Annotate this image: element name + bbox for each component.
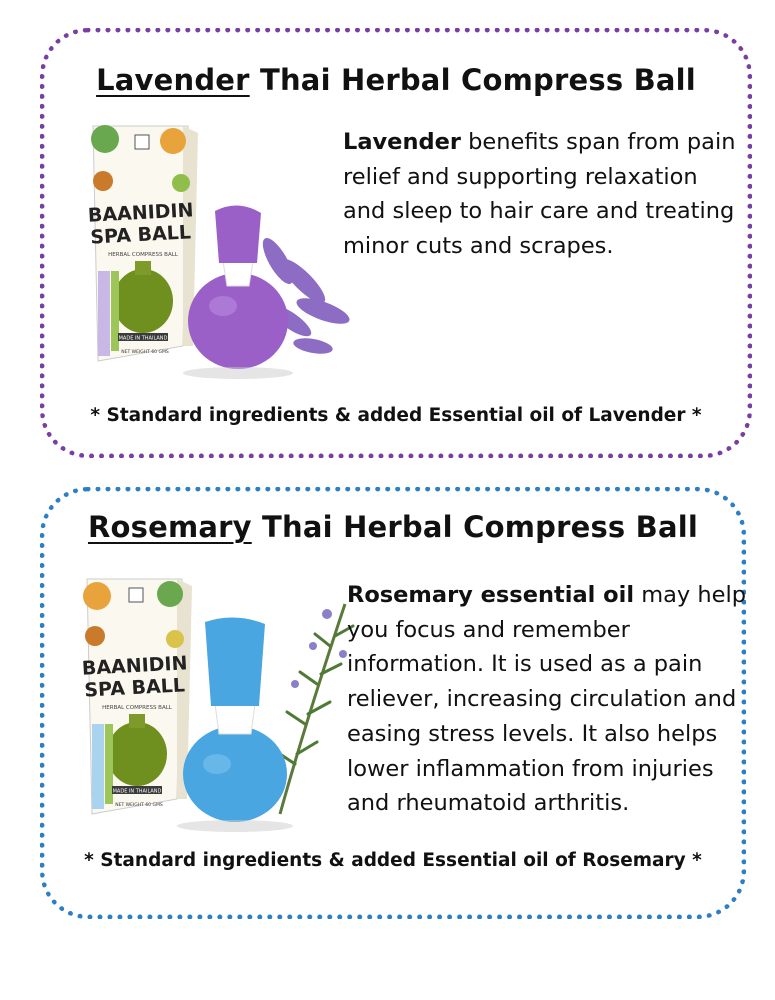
rosemary-footer: * Standard ingredients & added Essential oil of Rosemary * xyxy=(84,850,702,871)
turmeric-icon xyxy=(83,582,111,610)
rosemary-desc-text: may help you focus and remember information. It is used as a pain reliever, increasing circulation and easing stress levels. It also helps lower inflammation from injuries and rheumatoid arthritis. xyxy=(347,582,747,817)
rosemary-card xyxy=(40,487,746,919)
rosemary-box-brand-2: SPA BALL xyxy=(83,674,186,702)
lavender-product-image xyxy=(63,121,353,381)
rosemary-title xyxy=(45,510,741,544)
rosemary-box-made: MADE IN THAILAND xyxy=(112,788,162,795)
lavender-card xyxy=(40,28,752,458)
lavender-desc-bold: Lavender xyxy=(343,129,461,155)
rosemary-compress-ball xyxy=(177,617,293,832)
leaf-icon xyxy=(91,125,119,153)
brand-logo-icon xyxy=(135,135,149,149)
turmeric-icon xyxy=(160,128,186,154)
lavender-title-highlight: Lavender xyxy=(96,63,250,97)
lavender-footer: * Standard ingredients & added Essential oil of Lavender * xyxy=(90,405,702,426)
rosemary-box-brand-1: BAANIDIN xyxy=(81,652,188,680)
lavender-title xyxy=(45,63,747,97)
rosemary-product-image xyxy=(65,574,355,834)
lavender-box-brand-2: SPA BALL xyxy=(89,221,192,249)
lavender-desc-text: benefits span from pain relief and supporting relaxation and sleep to hair care and treating minor cuts and scrapes. xyxy=(343,129,736,260)
rosemary-box-weight: NET WEIGHT 60 GMS xyxy=(115,803,163,808)
rosemary-box-sub: HERBAL COMPRESS BALL xyxy=(102,705,172,711)
rosemary-desc-bold: Rosemary essential oil xyxy=(347,582,635,608)
leaf-icon xyxy=(157,581,183,607)
lavender-title-rest: Thai Herbal Compress Ball xyxy=(249,63,696,97)
rosemary-title-highlight: Rosemary xyxy=(87,510,252,544)
lavender-description xyxy=(343,125,743,264)
rosemary-sprig-icon xyxy=(277,604,353,814)
rosemary-title-rest: Thai Herbal Compress Ball xyxy=(251,510,699,544)
lavender-compress-ball xyxy=(183,205,293,379)
lavender-box-made: MADE IN THAILAND xyxy=(118,335,168,342)
lavender-box-sub: HERBAL COMPRESS BALL xyxy=(108,252,178,258)
lavender-box-weight: NET WEIGHT 60 GMS xyxy=(121,350,169,355)
rosemary-description xyxy=(347,578,747,821)
brand-logo-icon xyxy=(129,588,143,602)
lavender-box-brand-1: BAANIDIN xyxy=(87,199,194,227)
